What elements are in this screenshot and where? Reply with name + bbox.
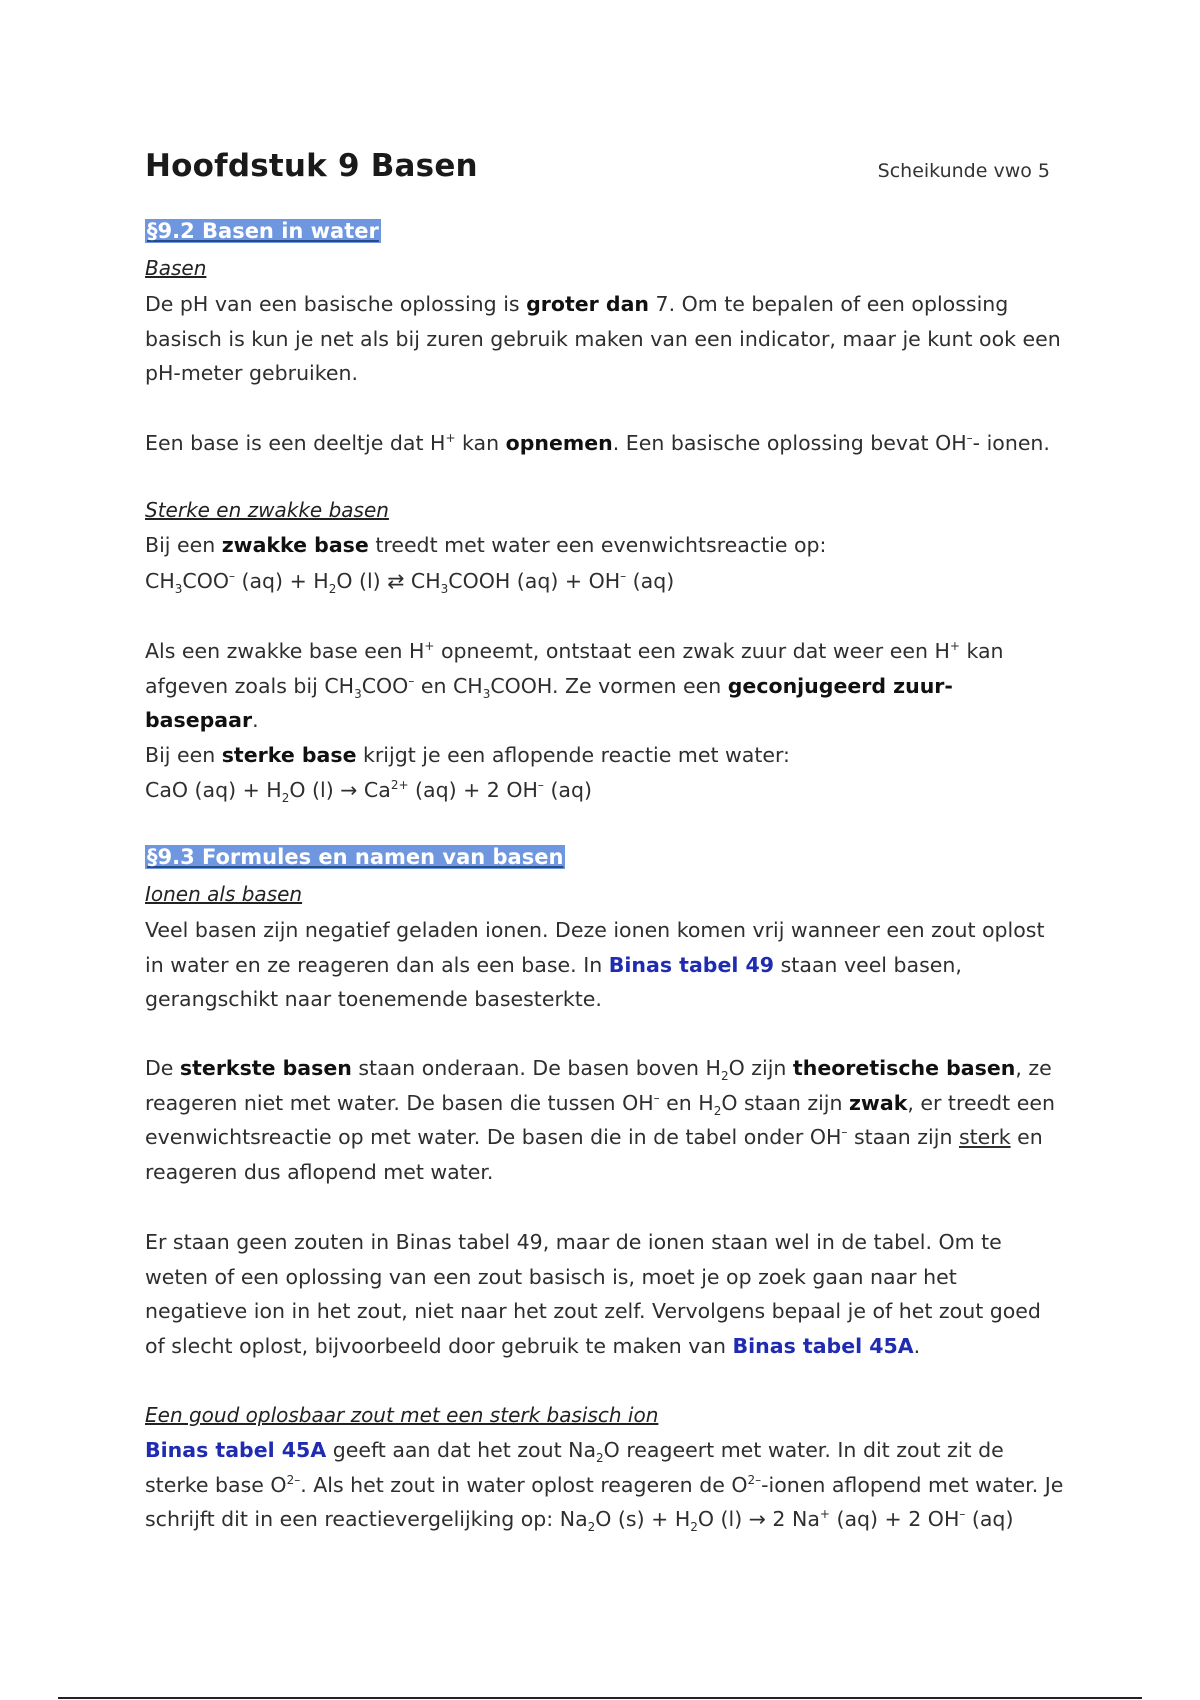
footer-divider [58, 1697, 1142, 1699]
paragraph-geconjugeerd: Als een zwakke base een H+ opneemt, ontstaat een zwak zuur dat weer een H+ kan afgeven zoals bij $CH_3COO^-$ en $CH_3COOH$. Ze vormen een geconjugeerd zuur-basepaar. [145, 639, 1004, 732]
binas-45a-link-2[interactable]: Binas tabel 45A [145, 1438, 327, 1462]
paragraph-sterkste-basen: De sterkste basen staan onderaan. De basen boven $H_2O$ zijn theoretische basen, ze reageren niet met water. De basen die tussen OH– en $H_2O$ staan zijn zwak, er treedt een evenwichtsreactie op met water. De basen die in de tabel onder OH– staan zijn sterk en reageren dus aflopend met water. [145, 1056, 1055, 1184]
binas-45a-link[interactable]: Binas tabel 45A [732, 1333, 914, 1358]
paragraph-ionen: Veel basen zijn negatief geladen ionen. Deze ionen komen vrij wanneer een zout oplost in water en ze reageren dan als een base. In Binas tabel 49 staan veel basen, gerangschikt naar toenemende basesterkte. [145, 918, 1045, 1011]
paragraph-zouten: Er staan geen zouten in Binas tabel 49, maar de ionen staan wel in de tabel. Om te weten of een oplossing van een zout basisch is, moet je op zoek gaan naar het negatieve ion in het zout, niet naar het zout zelf. Vervolgens bepaal je of het zout goed of slecht oplost, bijvoorbeeld door gebruik te maken van Binas tabel 45A. [145, 1230, 1041, 1358]
section-heading-9-2[interactable]: §9.2 Basen in water [147, 219, 379, 243]
equation-acetate: $CH_3COO^-$ $(aq) + H_2O$ (l) ⇄ $CH_3COOH$ (aq) + OH– (aq) [145, 569, 675, 597]
paragraph-ph: De pH van een basische oplossing is groter dan 7. Om te bepalen of een oplossing basisch is kun je net als bij zuren gebruik maken van een indicator, maar je kunt ook een pH-meter gebruiken. [145, 292, 1061, 385]
subheading-basen: Basen [145, 256, 207, 280]
page-title: Hoofdstuk 9 Basen [145, 148, 478, 184]
subheading-ionen-als-basen: Ionen als basen [145, 882, 303, 906]
subheading-sterke-zwakke-basen: Sterke en zwakke basen [145, 498, 389, 522]
subheading-goed-oplosbaar: Een goud oplosbaar zout met een sterk basisch ion [145, 1403, 659, 1427]
paragraph-base-definition: Een base is een deeltje dat H+ kan opnemen. Een basische oplossing bevat OH–- ionen. [145, 431, 1050, 455]
paragraph-zwakke-base: Bij een zwakke base treedt met water een evenwichtsreactie op: [145, 533, 827, 557]
paragraph-na2o: Binas tabel 45A geeft aan dat het zout $Na_2O$ reageert met water. In dit zout zit de sterke base $O^{2-}$. Als het zout in water oplost reageren de $O^{2-}$-ionen aflopend met water. Je schrijft dit in een reactievergelijking op: $Na_2O$ $(s) + H_2O$ (l) → 2 Na+ (aq) + 2 OH– (aq) [145, 1438, 1064, 1535]
binas-49-link[interactable]: Binas tabel 49 [608, 952, 775, 977]
section-heading-9-3[interactable]: §9.3 Formules en namen van basen [147, 845, 564, 869]
paragraph-sterke-base: Bij een sterke base krijgt je een aflopende reactie met water: [145, 743, 790, 767]
subject-label: Scheikunde vwo 5 [877, 160, 1050, 182]
equation-cao: CaO $(aq) + H_2O$ $(l) \to Ca^{2+}$ (aq) + 2 OH– (aq) [145, 778, 593, 806]
